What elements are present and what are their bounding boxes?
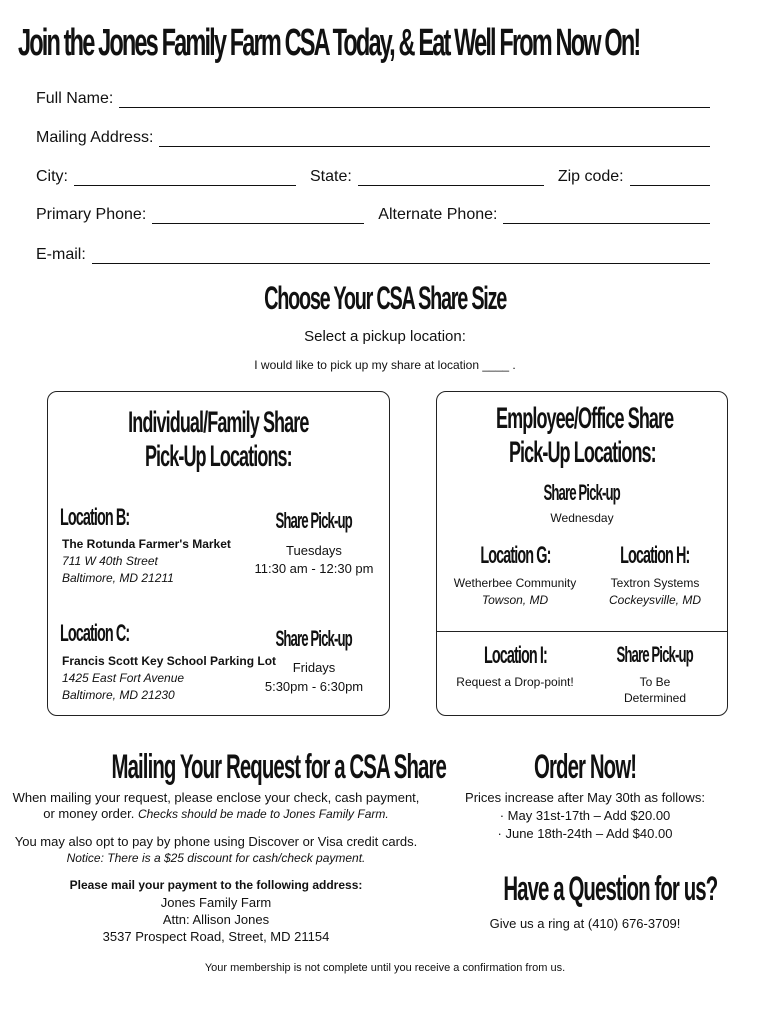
alternate-phone-label: Alternate Phone:: [378, 206, 498, 223]
full-name-field[interactable]: [119, 93, 710, 108]
location-c-day: Fridays: [292, 660, 336, 675]
email-label: E-mail:: [36, 246, 86, 263]
question-line: Give us a ring at (410) 676-3709!: [489, 916, 681, 931]
phone-row: [36, 206, 710, 224]
select-location-text: Select a pickup location:: [304, 328, 466, 345]
choose-heading: Choose Your CSA Share Size: [264, 280, 506, 316]
employee-share-box: [436, 391, 728, 716]
employee-pickup-day: Wednesday: [550, 511, 614, 525]
location-b-pickup-label: Share Pick-up: [275, 508, 353, 533]
location-choice-text: I would like to pick up my share at location ____ .: [254, 358, 516, 372]
employee-divider: [437, 631, 727, 632]
state-label: State:: [310, 168, 352, 185]
order-line-1: Prices increase after May 30th as follows:: [465, 790, 705, 805]
employee-heading-2: Pick-Up Locations:: [508, 436, 656, 469]
location-c-address-1: 1425 East Fort Avenue: [62, 671, 185, 685]
location-b-address-2: Baltimore, MD 21211: [62, 571, 174, 585]
location-b-time: 11:30 am - 12:30 pm: [254, 561, 374, 576]
mailing-heading: Mailing Your Request for a CSA Share: [111, 748, 446, 786]
employee-heading-1: Employee/Office Share: [496, 402, 674, 435]
full-name-row: [36, 90, 710, 108]
mailing-paragraph-2: You may also opt to pay by phone using Discover or Visa credit cards.: [14, 834, 418, 849]
location-h-place: Cockeysville, MD: [608, 593, 701, 607]
location-c-address-2: Baltimore, MD 21230: [62, 688, 175, 702]
state-field[interactable]: [358, 171, 544, 186]
city-state-zip-row: [36, 168, 710, 186]
location-b-label: Location B:: [60, 504, 130, 531]
location-i-pickup-label: Share Pick-up: [616, 642, 694, 667]
individual-heading-1: Individual/Family Share: [128, 406, 309, 439]
location-g-label: Location G:: [479, 542, 551, 569]
mailing-address-row: [36, 129, 710, 147]
location-g-name: Wetherbee Community: [453, 576, 577, 590]
question-heading: Have a Question for us?: [503, 870, 718, 908]
order-line-3: · June 18th-24th – Add $40.00: [497, 826, 673, 841]
mailing-discount-notice: Notice: There is a $25 discount for cash/check payment.: [66, 851, 366, 865]
location-b-day: Tuesdays: [286, 543, 342, 558]
location-c-pickup-label: Share Pick-up: [275, 626, 353, 651]
primary-phone-field[interactable]: [152, 209, 364, 224]
mailing-address-label: Mailing Address:: [36, 129, 154, 146]
location-c-name: Francis Scott Key School Parking Lot: [62, 654, 277, 668]
footer-note: Your membership is not complete until you receive a confirmation from us.: [204, 962, 566, 974]
mailing-paragraph-1a: When mailing your request, please enclose your check, cash payment,: [12, 790, 420, 805]
location-h-name: Textron Systems: [610, 576, 700, 590]
mailing-address-line-3: 3537 Prospect Road, Street, MD 21154: [102, 929, 330, 944]
mailing-address-line-2: Attn: Allison Jones: [162, 912, 270, 927]
alternate-phone-field[interactable]: [503, 209, 710, 224]
individual-share-box: [47, 391, 390, 716]
mailing-address-line-1: Jones Family Farm: [160, 895, 272, 910]
location-i-tbd-2: Determined: [623, 691, 687, 705]
mailing-paragraph-1b: or money order.: [43, 806, 135, 821]
location-b-name: The Rotunda Farmer's Market: [62, 537, 231, 551]
full-name-label: Full Name:: [36, 90, 114, 107]
location-g-place: Towson, MD: [481, 593, 549, 607]
location-i-label: Location I:: [483, 642, 547, 669]
zip-field[interactable]: [630, 171, 710, 186]
mailing-address-heading: Please mail your payment to the following address:: [69, 878, 363, 892]
mailing-paragraph-1c: Checks should be made to Jones Family Farm.: [137, 807, 389, 821]
order-heading: Order Now!: [533, 748, 637, 786]
employee-pickup-label: Share Pick-up: [543, 480, 621, 505]
city-field[interactable]: [74, 171, 296, 186]
location-c-label: Location C:: [60, 620, 130, 647]
location-i-tbd-1: To Be: [639, 675, 671, 689]
email-field[interactable]: [92, 249, 710, 264]
primary-phone-label: Primary Phone:: [36, 206, 147, 223]
individual-heading-2: Pick-Up Locations:: [145, 440, 292, 473]
city-label: City:: [36, 168, 68, 185]
zip-label: Zip code:: [557, 168, 624, 185]
location-b-address-1: 711 W 40th Street: [62, 554, 158, 568]
order-line-2: · May 31st-17th – Add $20.00: [499, 808, 671, 823]
location-i-name: Request a Drop-point!: [456, 675, 574, 689]
email-row: [36, 246, 710, 264]
page-title: Join the Jones Family Farm CSA Today, & Eat Well From Now On!: [18, 22, 640, 64]
mailing-address-field[interactable]: [159, 132, 710, 147]
location-h-label: Location H:: [620, 542, 690, 569]
location-c-time: 5:30pm - 6:30pm: [264, 679, 364, 694]
